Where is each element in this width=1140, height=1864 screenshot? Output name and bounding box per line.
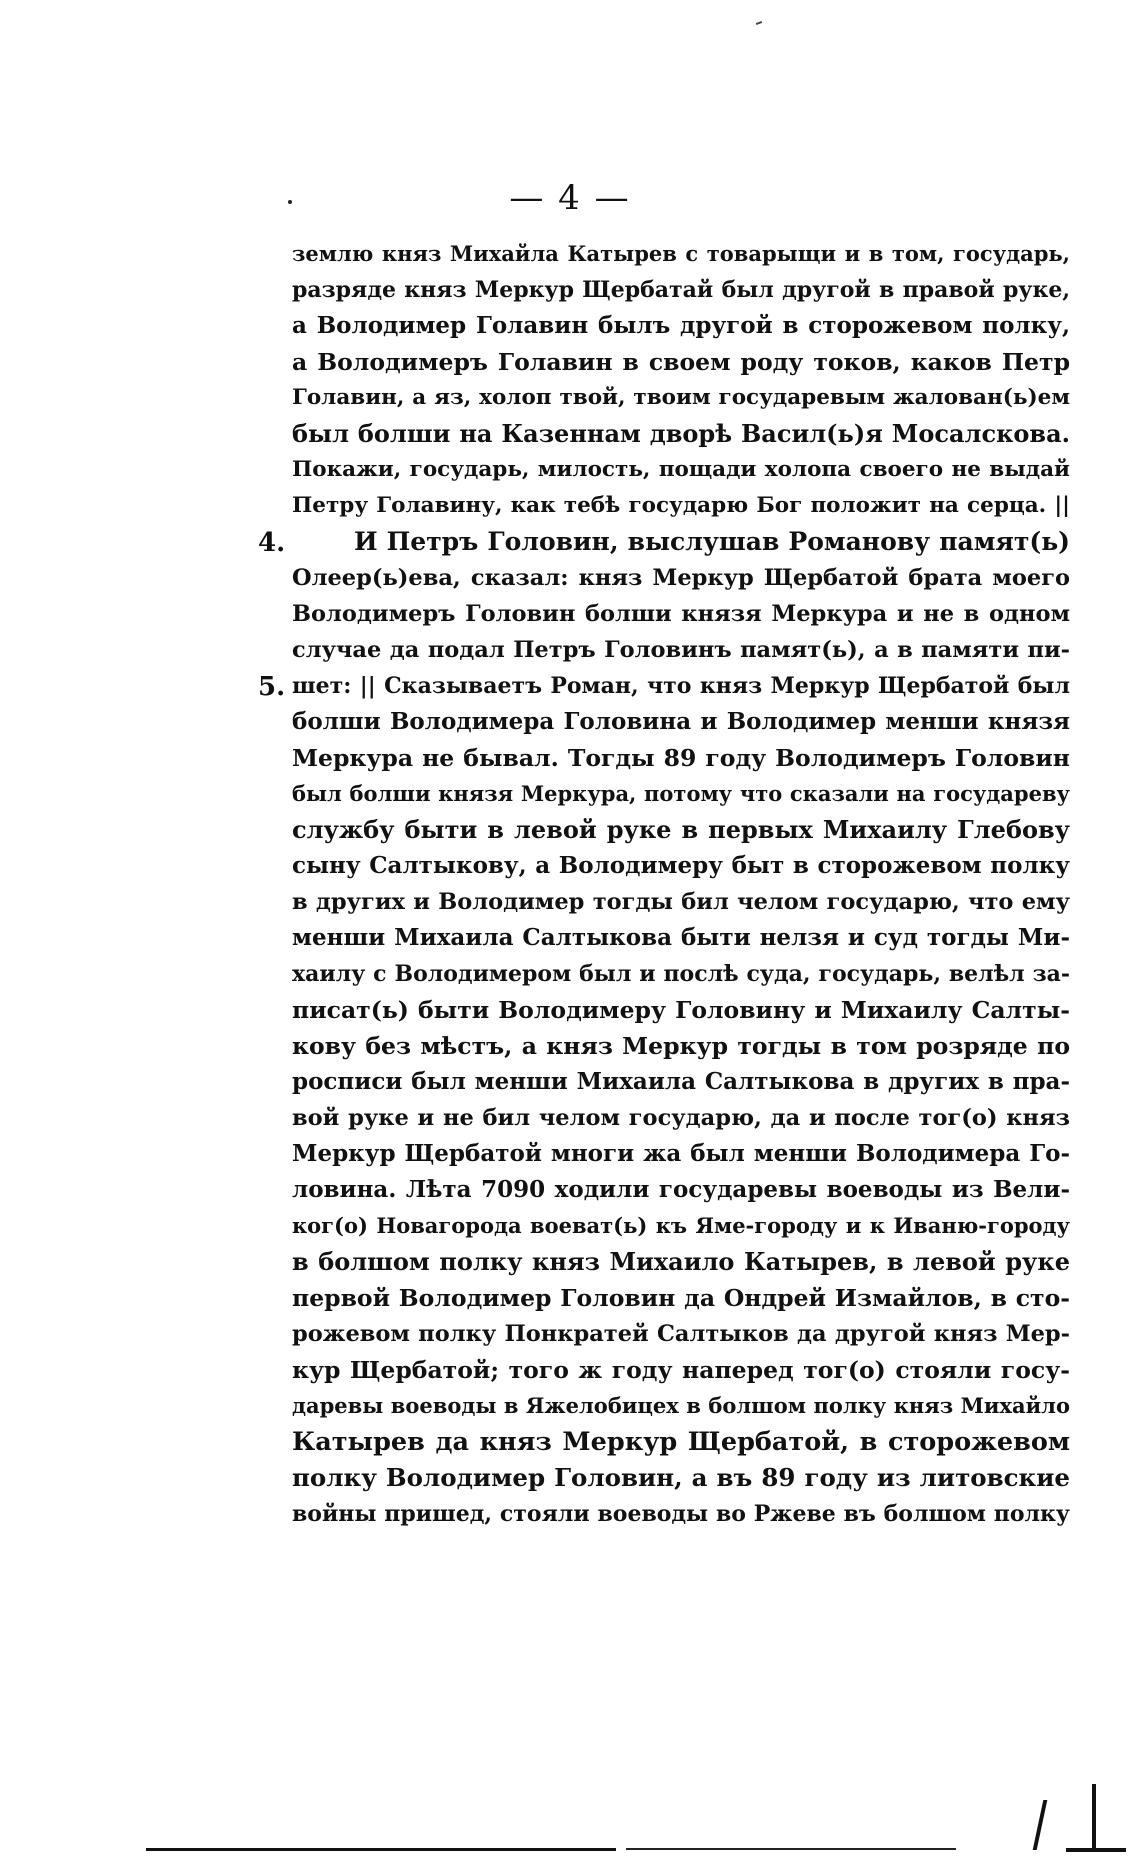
text-line: писат(ь) быти Володимеру Головину и Михаилу Салты- bbox=[292, 996, 1070, 1024]
text-line: хаилу с Володимером был и послѣ суда, государь, велѣл за- bbox=[292, 961, 1070, 987]
text-line: случае да подал Петръ Головинъ памят(ь), а в памяти пи- bbox=[292, 637, 1070, 663]
text-line: войны пришед, стояли воеводы во Ржеве въ болшом полку bbox=[292, 1501, 1070, 1527]
text-line: Покажи, государь, милость, пощади холопа своего не выдай bbox=[292, 457, 1070, 482]
text-line: шет: || Сказываетъ Роман, что княз Меркур Щербатой был bbox=[292, 673, 1070, 699]
text-line: Катырев да княз Меркур Щербатой, в сторожевом bbox=[292, 1427, 1070, 1457]
text-line: рожевом полку Понкратей Салтыков да другой княз Мер- bbox=[292, 1321, 1070, 1347]
text-line: службу быти в левой руке в первых Михаилу Глебову bbox=[292, 815, 1070, 844]
text-line: первой Володимер Головин да Ондрей Измайлов, в сто- bbox=[292, 1284, 1070, 1312]
text-line: кову без мѣстъ, а княз Меркур тогды в том розряде по bbox=[292, 1032, 1070, 1060]
text-line: Меркура не бывал. Тогды 89 году Володимеръ Головин bbox=[292, 744, 1070, 772]
text-line: Голавин, а яз, холоп твой, твоим государевым жалован(ь)ем bbox=[292, 385, 1070, 410]
scan-corner-mark bbox=[1033, 1800, 1058, 1850]
text-line: Володимеръ Головин болши князя Меркура и не в одном bbox=[292, 601, 1070, 627]
text-line: сыну Салтыкову, а Володимеру быт в сторожевом полку bbox=[292, 852, 1070, 879]
margin-number-5: 5. bbox=[258, 672, 286, 702]
text-line: разряде княз Меркур Щербатай был другой в правой руке, bbox=[292, 277, 1070, 303]
text-line: ког(о) Новагорода воеват(ь) къ Яме-городу и к Иваню-городу bbox=[292, 1213, 1070, 1238]
text-line: в болшом полку княз Михаило Катырев, в левой руке bbox=[292, 1247, 1070, 1276]
text-line: землю княз Михайла Катырев с товарыщи и в том, государь, bbox=[292, 241, 1070, 266]
body-text bbox=[292, 236, 1070, 1532]
scan-dot bbox=[288, 200, 292, 204]
text-line: И Петръ Головин, выслушав Романову памят(ь) bbox=[354, 527, 1070, 556]
text-line: в других и Володимер тогды бил челом государю, что ему bbox=[292, 889, 1070, 915]
text-line: даревы воеводы в Яжелобицех в болшом полку княз Михайло bbox=[292, 1393, 1070, 1418]
text-line: Петру Голавину, как тебѣ государю Бог положит на серца. || bbox=[292, 493, 1070, 518]
scan-mark bbox=[756, 21, 762, 25]
page-bottom-rule bbox=[146, 1848, 616, 1851]
text-line: полку Володимер Головин, а въ 89 году из литовские bbox=[292, 1463, 1070, 1492]
scan-corner-edge bbox=[1092, 1784, 1096, 1850]
text-line: Олеер(ь)ева, сказал: княз Меркур Щербатой брата моего bbox=[292, 565, 1070, 591]
text-line: кур Щербатой; того ж году наперед тог(о) стояли госу- bbox=[292, 1356, 1070, 1384]
text-line: был болши на Казеннам дворѣ Васил(ь)я Мосалскова. bbox=[292, 419, 1070, 448]
margin-number-4: 4. bbox=[258, 528, 286, 558]
text-line: а Володимер Голавин былъ другой в сторожевом полку, bbox=[292, 312, 1070, 339]
text-line: росписи был менши Михаила Салтыкова в других в пра- bbox=[292, 1068, 1070, 1095]
page-number: — 4 — bbox=[509, 178, 631, 218]
text-line: ловина. Лѣта 7090 ходили государевы воеводы из Вели- bbox=[292, 1176, 1070, 1203]
text-line: болши Володимера Головина и Володимер менши князя bbox=[292, 708, 1070, 735]
scan-corner-base bbox=[1066, 1848, 1126, 1852]
text-line: был болши князя Меркура, потому что сказали на государеву bbox=[292, 781, 1070, 806]
page-bottom-rule-thin bbox=[626, 1848, 956, 1850]
text-line: Меркур Щербатой многи жа был менши Володимера Го- bbox=[292, 1140, 1070, 1167]
text-line: а Володимеръ Голавин в своем роду токов, каков Петр bbox=[292, 348, 1070, 376]
text-line: менши Михаила Салтыкова быти нелзя и суд тогды Ми- bbox=[292, 924, 1070, 951]
text-line: вой руке и не бил челом государю, да и после тог(о) княз bbox=[292, 1105, 1070, 1131]
